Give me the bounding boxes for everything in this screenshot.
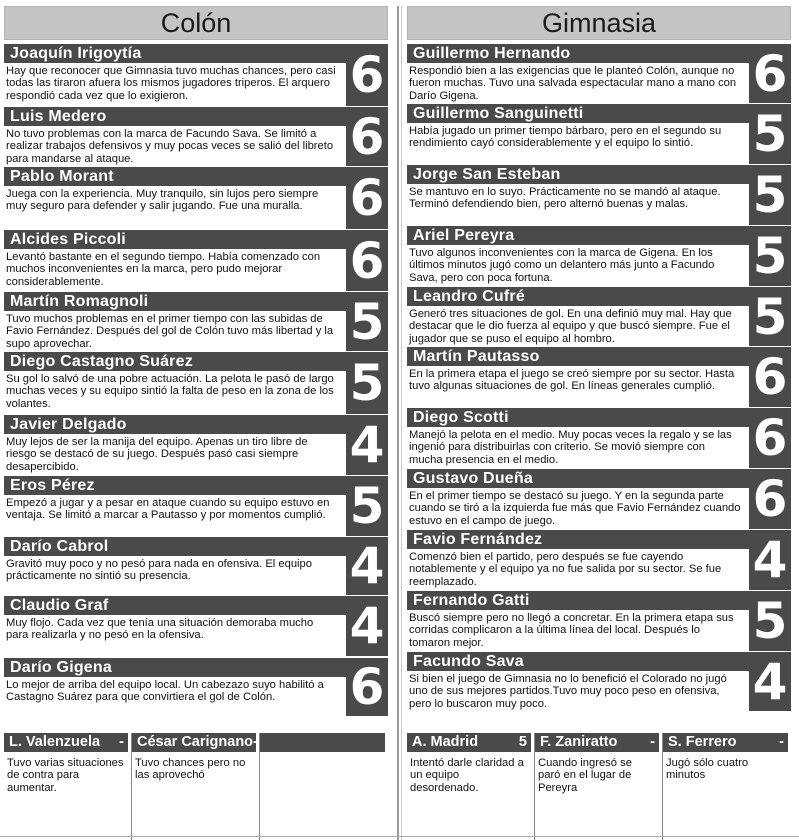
player-card <box>4 537 388 595</box>
player-card <box>407 226 791 286</box>
player-comment: Se mantuvo en lo suyo. Prácticamente no se mandó al ataque. Terminó defendiendo bien, pero alternó buenas y malas. <box>409 186 721 211</box>
player-name: Darío Cabrol <box>4 537 346 556</box>
substitute-card <box>407 733 535 840</box>
player-comment: En la primera etapa el juego se creó siempre por su sector. Hasta tuvo algunas situaciones de gol. En líneas generales cumplió. <box>409 368 735 393</box>
player-name: Guillermo Hernando <box>407 44 749 63</box>
substitute-header <box>535 733 659 752</box>
player-card <box>4 44 388 106</box>
substitute-comment <box>260 752 385 757</box>
player-comment: Comenzó bien el partido, pero después se fue cayendo notablemente y el equipo ya no fue salida por su sector. Se fue reemplazado. <box>409 551 722 588</box>
player-name: Darío Gigena <box>4 658 346 677</box>
substitute-name: L. Valenzuela <box>9 734 101 750</box>
player-comment: Manejó la pelota en el medio. Muy pocas veces la regalo y se las ingenió para distribuirlas con criterio. Se movió siempre con mucha presencia en el medio. <box>409 429 732 466</box>
player-name: Guillermo Sanguinetti <box>407 104 749 123</box>
player-comment: Su gol lo salvó de una pobre actuación. La pelota le pasó de largo muchas veces y su equipo sintió la falta de peso en la zona de los volantes. <box>6 373 334 410</box>
substitute-comment: Tuvo chances pero no las aprovechó <box>135 757 246 782</box>
player-name: Favio Fernández <box>407 530 749 549</box>
player-name: Facundo Sava <box>407 652 749 671</box>
player-comment: Tuvo algunos inconvenientes con la marca de Gigena. En los últimos minutos jugó como un delantero más junto a Facundo Sava, pero con poca fortuna. <box>409 247 715 284</box>
player-name: Diego Castagno Suárez <box>4 352 346 371</box>
substitute-rating: 5 <box>518 734 527 750</box>
player-name: Diego Scotti <box>407 408 749 427</box>
player-rating: 4 <box>346 415 388 475</box>
player-card <box>4 167 388 229</box>
substitute-name: César Carignano <box>137 734 254 750</box>
player-rating: 5 <box>749 591 791 651</box>
player-card <box>407 165 791 225</box>
player-rating: 5 <box>346 352 388 414</box>
player-card <box>4 230 388 291</box>
column-divider-inner <box>401 6 402 840</box>
player-name: Javier Delgado <box>4 415 346 434</box>
player-name: Joaquín Irigoytía <box>4 44 346 63</box>
player-card <box>407 347 791 407</box>
player-rating: 4 <box>346 596 388 656</box>
player-name: Gustavo Dueña <box>407 469 749 488</box>
player-rating: 6 <box>346 658 388 716</box>
player-card <box>4 658 388 716</box>
player-comment: Empezó a jugar y a pesar en ataque cuando su equipo estuvo en ventaja. Se limitó a marcar a Pautasso y por momentos cumplió. <box>6 497 330 522</box>
player-comment: Había jugado un primer tiempo bárbaro, pero en el segundo su rendimiento cayó considerablemente y el equipo lo sintió. <box>409 125 722 150</box>
player-rating: 6 <box>749 408 791 468</box>
player-name: Alcides Piccoli <box>4 230 346 249</box>
player-comment: Respondió bien a las exigencias que le planteó Colón, aunque no fueron muchas. Tuvo una salvada espectacular mano a mano con Darío Gigena. <box>409 65 737 102</box>
player-comment: Juega con la experiencia. Muy tranquilo, sin lujos pero siempre muy seguro para defender y salir jugando. Fue una muralla. <box>6 188 319 213</box>
player-name: Ariel Pereyra <box>407 226 749 245</box>
player-rating: 5 <box>749 226 791 286</box>
player-comment: Levantó bastante en el segundo tiempo. Había comenzado con muchos inconvenientes en la marca, pero pudo mejorar considerablemente. <box>6 251 321 288</box>
player-comment: Si bien el juego de Gimnasia no lo benefició el Colorado no jugó uno de sus mejores partidos.Tuvo muy poco peso en ofensiva, pero lo buscaron muy poco. <box>409 673 727 710</box>
player-rating: 6 <box>749 469 791 529</box>
player-card <box>4 352 388 414</box>
substitute-card <box>132 733 260 840</box>
substitute-comment: Jugó sólo cuatro minutos <box>666 757 749 782</box>
player-rating: 6 <box>749 347 791 407</box>
player-name: Claudio Graf <box>4 596 346 615</box>
substitute-comment: Cuando ingresó se paró en el lugar de Pereyra <box>538 757 632 794</box>
player-card <box>4 415 388 475</box>
substitute-header <box>132 733 256 752</box>
player-comment: Hay que reconocer que Gimnasia tuvo muchas chances, pero casi todas las tiraron afuera los mismos jugadores triperos. El arquero respondió cada vez que lo exigieron. <box>6 65 336 102</box>
player-card <box>407 652 791 711</box>
player-rating: 6 <box>346 167 388 229</box>
player-card <box>407 591 791 651</box>
player-comment: Gravitó muy poco y no pesó para nada en ofensiva. El equipo prácticamente no sintió su presencia. <box>6 558 312 583</box>
gimnasia-player-list <box>407 44 791 711</box>
substitute-card <box>260 733 388 840</box>
substitute-comment: Intentó darle claridad a un equipo desordenado. <box>410 757 524 794</box>
player-comment: Buscó siempre pero no llegó a concretar. En la primera etapa sus corridas complicaron a la última línea del local. Después lo tomaron mejor. <box>409 612 734 649</box>
substitute-name: A. Madrid <box>412 734 479 750</box>
player-card <box>4 476 388 536</box>
team-header-gimnasia: Gimnasia <box>407 6 791 40</box>
player-rating: 4 <box>749 652 791 711</box>
player-card <box>407 469 791 529</box>
bottom-rule <box>0 836 799 837</box>
player-card <box>407 530 791 590</box>
substitute-comment: Tuvo varias situaciones de contra para aumentar. <box>7 757 124 794</box>
player-card <box>407 44 791 103</box>
player-comment: Tuvo muchos problemas en el primer tiempo con las subidas de Favio Fernández. Después del gol de Colón tuvo más libertad y la supo aprovechar. <box>6 313 334 350</box>
colon-substitutes <box>4 733 388 840</box>
player-rating: 4 <box>749 530 791 590</box>
player-comment: Lo mejor de arriba del equipo local. Un cabezazo suyo habilitó a Castagno Suárez para que convirtiera el gol de Colón. <box>6 679 324 704</box>
player-comment: Generó tres situaciones de gol. En una definió muy mal. Hay que destacar que le dio fuerza al equipo y que buscó siempre. Fue el jugador que se puso el equipo al hombro. <box>409 308 732 345</box>
substitute-header <box>407 733 531 752</box>
player-name: Luis Medero <box>4 107 346 126</box>
player-card <box>4 292 388 351</box>
substitute-rating: - <box>650 734 655 750</box>
player-rating: 6 <box>346 107 388 166</box>
team-header-colon: Colón <box>4 6 388 40</box>
substitute-card <box>4 733 132 840</box>
player-comment: No tuvo problemas con la marca de Facundo Sava. Se limitó a realizar trabajos defensivos y muy pocas veces se salió del libreto para mandarse al ataque. <box>6 128 334 165</box>
player-name: Pablo Morant <box>4 167 346 186</box>
substitute-rating: - <box>779 734 784 750</box>
player-name: Eros Pérez <box>4 476 346 495</box>
substitute-header <box>663 733 788 752</box>
player-name: Leandro Cufré <box>407 287 749 306</box>
substitute-rating: - <box>119 734 124 750</box>
player-comment: Muy flojo. Cada vez que tenía una situación demoraba mucho para realizarla y no pesó en la ofensiva. <box>6 617 314 642</box>
player-rating: 5 <box>346 292 388 351</box>
substitute-card <box>663 733 791 840</box>
player-rating: 6 <box>346 44 388 106</box>
colon-player-list <box>4 44 388 716</box>
player-card <box>407 104 791 164</box>
substitute-header <box>260 733 385 752</box>
player-card <box>407 408 791 468</box>
substitute-name: F. Zaniratto <box>540 734 618 750</box>
player-name: Martín Pautasso <box>407 347 749 366</box>
player-rating: 5 <box>749 104 791 164</box>
player-rating: 5 <box>749 165 791 225</box>
column-divider <box>397 6 399 840</box>
player-card <box>4 107 388 166</box>
player-card <box>4 596 388 656</box>
player-card <box>407 287 791 346</box>
player-rating: 5 <box>346 476 388 536</box>
player-name: Jorge San Esteban <box>407 165 749 184</box>
substitute-name: S. Ferrero <box>668 734 737 750</box>
player-comment: En el primer tiempo se destacó su juego. Y en la segunda parte cuando se tiró a la izquierda fue más que Favio Fernández cuando estuvo en el campo de juego. <box>409 490 741 527</box>
substitute-card <box>535 733 663 840</box>
player-rating: 5 <box>749 287 791 346</box>
player-rating: 4 <box>346 537 388 595</box>
substitute-header <box>4 733 128 752</box>
player-name: Fernando Gatti <box>407 591 749 610</box>
player-comment: Muy lejos de ser la manija del equipo. Apenas un tiro libre de riesgo se destacó de su juego. Después pasó casi siempre desapercibido. <box>6 436 308 473</box>
player-rating: 6 <box>749 44 791 103</box>
substitute-rating: - <box>253 734 258 750</box>
player-name: Martín Romagnoli <box>4 292 346 311</box>
gimnasia-column <box>407 0 791 711</box>
gimnasia-substitutes <box>407 733 791 840</box>
player-rating: 6 <box>346 230 388 291</box>
colon-column <box>4 0 388 716</box>
